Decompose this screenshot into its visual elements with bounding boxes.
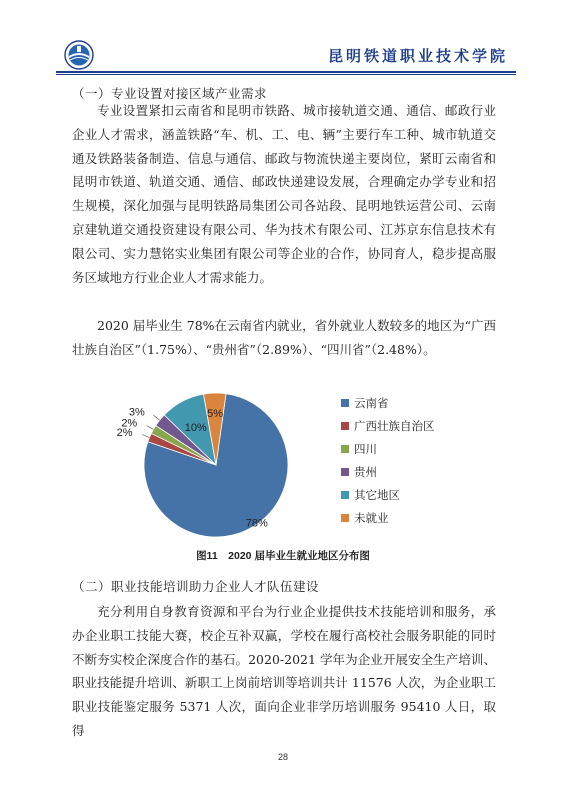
legend-label-2: 四川 [354, 444, 377, 456]
school-logo-icon [64, 40, 94, 70]
legend-swatch-5 [341, 514, 349, 522]
page-number: 28 [277, 752, 288, 762]
header-divider-thin [56, 74, 516, 75]
legend-swatch-3 [341, 468, 349, 476]
pie-slice-label-1: 2% [116, 427, 133, 440]
section2-paragraph: 充分利用自身教育资源和平台为行业企业提供技术技能培训和服务，承办企业职工技能大赛，校企互补双赢，学校在履行高校社会服务职能的同时不断夯实校企深度合作的基石。2020-2021 学年为企业开展安全生产培训、职业技能提升培训、新职工上岗前培训等培训共计 11576 人次，为企业职工职业技能鉴定服务 5371 人次，面向企业非学历培训服务 95410 人日，取得 [72, 604, 496, 738]
section-heading-1: （一）专业设置对接区域产业需求 [72, 86, 268, 101]
pie-leader-line-2 [146, 425, 153, 429]
legend-label-3: 贵州 [354, 467, 377, 479]
legend-label-0: 云南省 [354, 398, 389, 410]
pie-leader-line-3 [153, 415, 159, 420]
page-header [56, 40, 516, 70]
chart-legend [341, 396, 435, 525]
pie-slice-label-5: 5% [207, 408, 224, 421]
legend-swatch-0 [341, 399, 349, 407]
pie-leader-line-1 [142, 435, 149, 438]
section1-paragraph-1: 专业设置紧扣云南省和昆明市铁路、城市接轨道交通、通信、邮政行业企业人才需求，涵盖铁路“车、机、工、电、辆”主要行车工种、城市轨道交通及铁路装备制造、信息与通信、邮政与物流快递主要岗位，紧盯云南省和昆明市铁道、轨道交通、通信、邮政快递建设发展，合理确定办学专业和招生规模，深化加强与昆明铁路局集团公司各站段、昆明地铁运营公司、云南京建轨道交通投资建设有限公司、华为技术有限公司、江苏京东信息技术有限公司、实力慧铭实业集团有限公司等企业的合作，协同育人，稳步提高服务区域地方行业企业人才需求能力。 [72, 103, 496, 285]
legend-label-1: 广西壮族自治区 [354, 421, 435, 433]
pie-slice-label-3: 3% [128, 406, 145, 419]
header-divider [56, 71, 516, 73]
legend-label-5: 未就业 [354, 513, 389, 525]
legend-swatch-2 [341, 445, 349, 453]
pie-slice-label-4: 10% [184, 421, 207, 434]
legend-swatch-4 [341, 491, 349, 499]
employment-region-pie-chart [96, 384, 476, 538]
section1-paragraph-2: 2020 届毕业生 78%在云南省内就业，省外就业人数较多的地区为“广西壮族自治区”（1.75%）、“贵州省”（2.89%）、“四川省”（2.48%）。 [72, 318, 496, 357]
legend-label-4: 其它地区 [354, 490, 400, 502]
school-name: 昆明铁道职业技术学院 [327, 47, 508, 65]
legend-swatch-1 [341, 422, 349, 430]
pie-slice-label-0: 78% [245, 517, 268, 530]
section-heading-2: （二）职业技能培训助力企业人才队伍建设 [72, 579, 320, 594]
figure-caption: 图11 2020 届毕业生就业地区分布图 [196, 550, 370, 562]
pie-slice-label-2: 2% [121, 417, 138, 430]
